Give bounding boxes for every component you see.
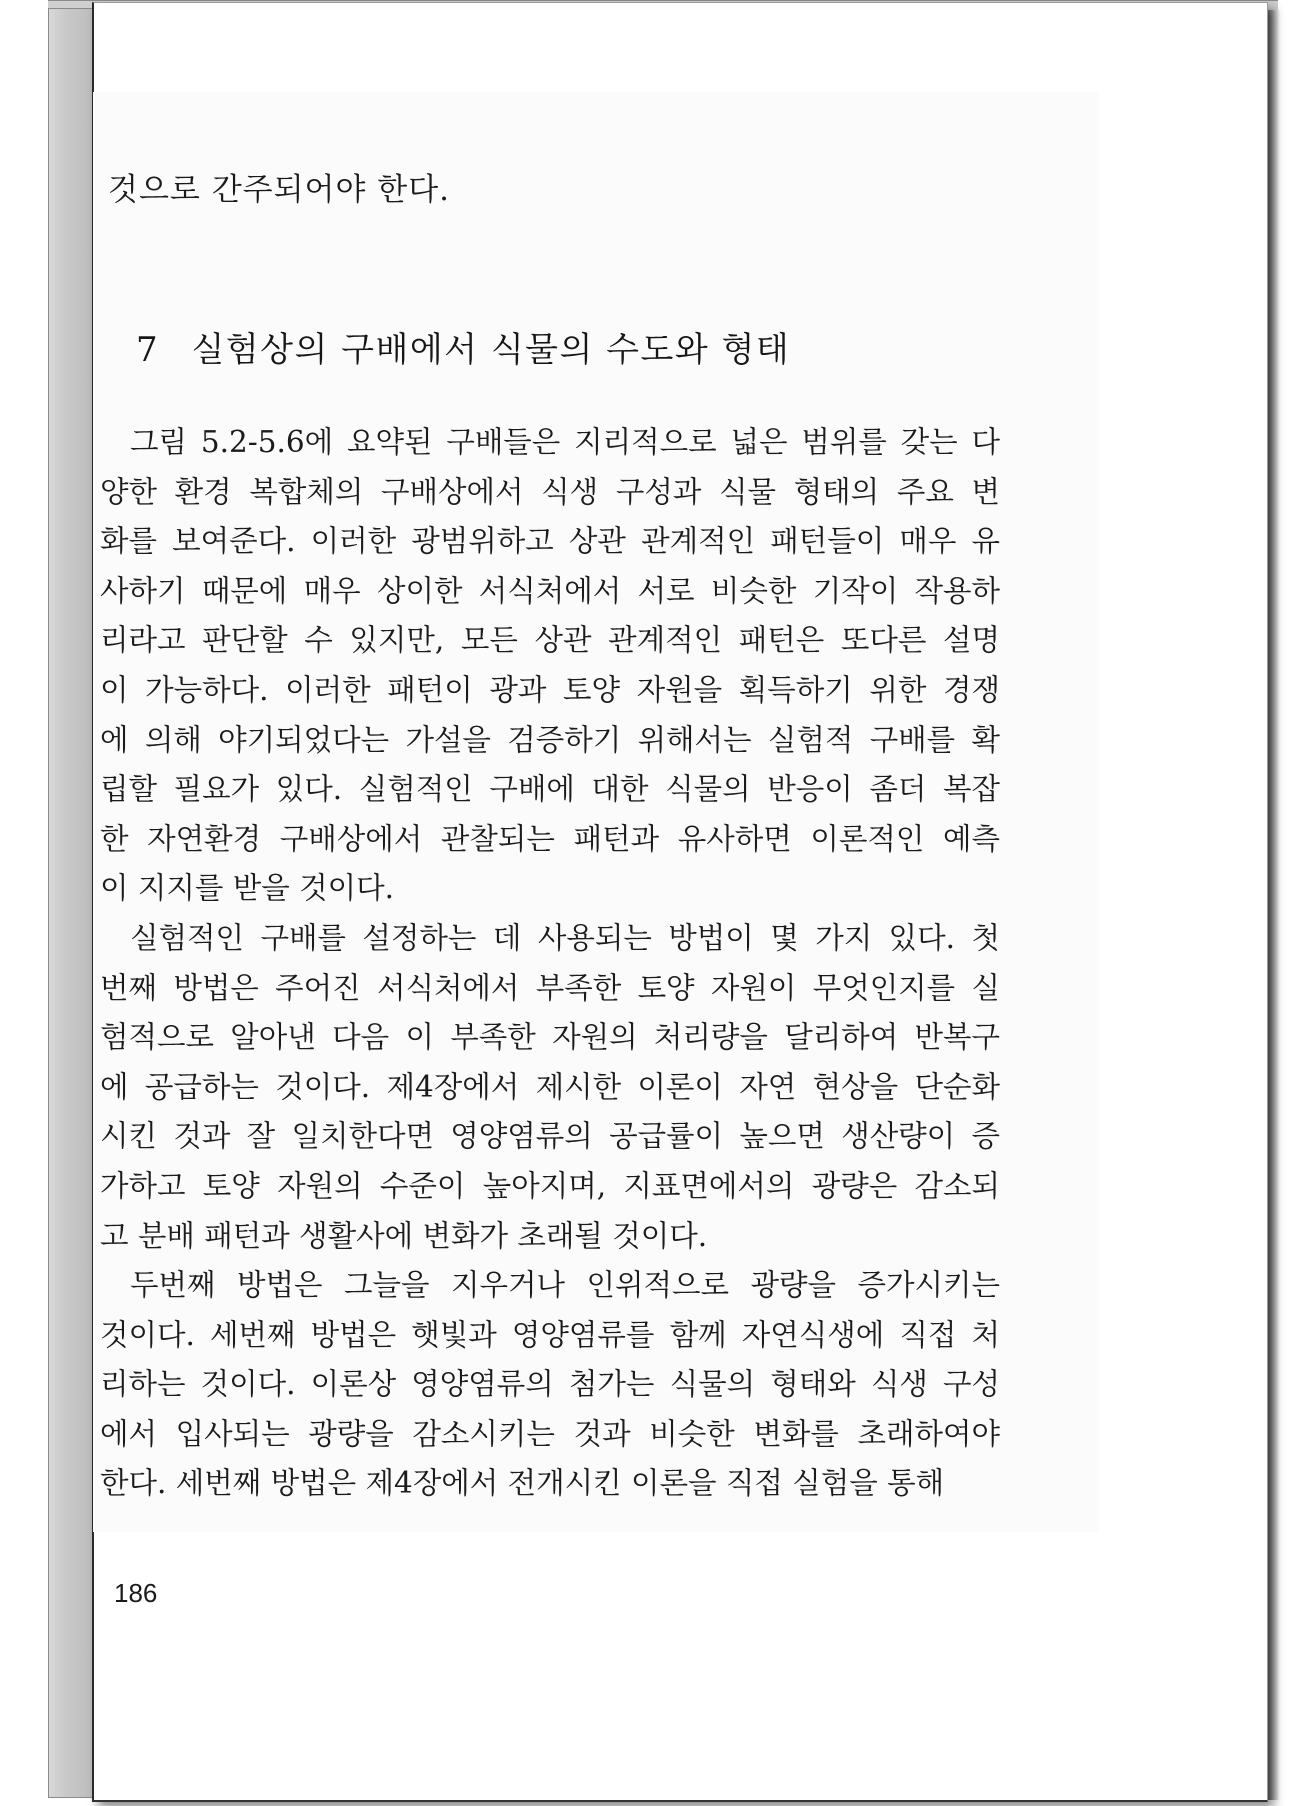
page-number: 186 bbox=[114, 1578, 158, 1608]
paragraph-line: 에 공급하는 것이다. 제4장에서 제시한 이론이 자연 현상을 단순화 bbox=[100, 1069, 1000, 1104]
page-shadow bbox=[1268, 10, 1280, 1800]
paragraph-line: 사하기 때문에 매우 상이한 서식처에서 서로 비슷한 기작이 작용하 bbox=[100, 573, 1000, 608]
paragraph-line: 그림 5.2-5.6에 요약된 구배들은 지리적으로 넓은 범위를 갖는 다 bbox=[130, 425, 1000, 459]
paragraph-line: 것이다. 세번째 방법은 햇빛과 영양염류를 함께 자연식생에 직접 처 bbox=[100, 1317, 1000, 1352]
section-number: 7 bbox=[136, 330, 160, 370]
paragraph-line: 시킨 것과 잘 일치한다면 영양염류의 공급률이 높으면 생산량이 증 bbox=[100, 1119, 1000, 1154]
continued-text: 것으로 간주되어야 한다. bbox=[108, 172, 451, 208]
paragraph-line: 고 분배 패턴과 생활사에 변화가 초래될 것이다. bbox=[100, 1218, 708, 1253]
paragraph-line: 이 지지를 받을 것이다. bbox=[100, 871, 394, 906]
body-text bbox=[100, 418, 1000, 1509]
paragraph-line: 가하고 토양 자원의 수준이 높아지며, 지표면에서의 광량은 감소되 bbox=[100, 1168, 1000, 1203]
paragraph-line: 리라고 판단할 수 있지만, 모든 상관 관계적인 패턴은 또다른 설명 bbox=[100, 623, 1000, 658]
paragraph-line: 번째 방법은 주어진 서식처에서 부족한 토양 자원이 무엇인지를 실 bbox=[100, 970, 1000, 1005]
section-heading bbox=[136, 322, 790, 371]
paragraph-line: 립할 필요가 있다. 실험적인 구배에 대한 식물의 반응이 좀더 복잡 bbox=[100, 772, 1000, 807]
paragraph-line: 한다. 세번째 방법은 제4장에서 전개시킨 이론을 직접 실험을 통해 bbox=[100, 1466, 945, 1501]
paragraph-line: 화를 보여준다. 이러한 광범위하고 상관 관계적인 패턴들이 매우 유 bbox=[100, 524, 1000, 559]
paragraph-line: 리하는 것이다. 이론상 영양염류의 첨가는 식물의 형태와 식생 구성 bbox=[100, 1367, 1000, 1402]
paragraph-line: 실험적인 구배를 설정하는 데 사용되는 방법이 몇 가지 있다. 첫 bbox=[130, 920, 1000, 955]
book-page-stack-edge bbox=[48, 8, 94, 1798]
paragraph-line: 에 의해 야기되었다는 가설을 검증하기 위해서는 실험적 구배를 확 bbox=[100, 722, 1000, 757]
paragraph-line: 이 가능하다. 이러한 패턴이 광과 토양 자원을 획득하기 위한 경쟁 bbox=[100, 672, 1000, 707]
paragraph-line: 한 자연환경 구배상에서 관찰되는 패턴과 유사하면 이론적인 예측 bbox=[100, 821, 1000, 856]
section-title: 실험상의 구배에서 식물의 수도와 형태 bbox=[191, 330, 791, 370]
paragraph-line: 에서 입사되는 광량을 감소시키는 것과 비슷한 변화를 초래하여야 bbox=[100, 1416, 1000, 1451]
paragraph-line: 두번째 방법은 그늘을 지우거나 인위적으로 광량을 증가시키는 bbox=[130, 1268, 1000, 1303]
paragraph-line: 양한 환경 복합체의 구배상에서 식생 구성과 식물 형태의 주요 변 bbox=[100, 474, 1000, 509]
paragraph-line: 험적으로 알아낸 다음 이 부족한 자원의 처리량을 달리하여 반복구 bbox=[100, 1020, 1000, 1055]
